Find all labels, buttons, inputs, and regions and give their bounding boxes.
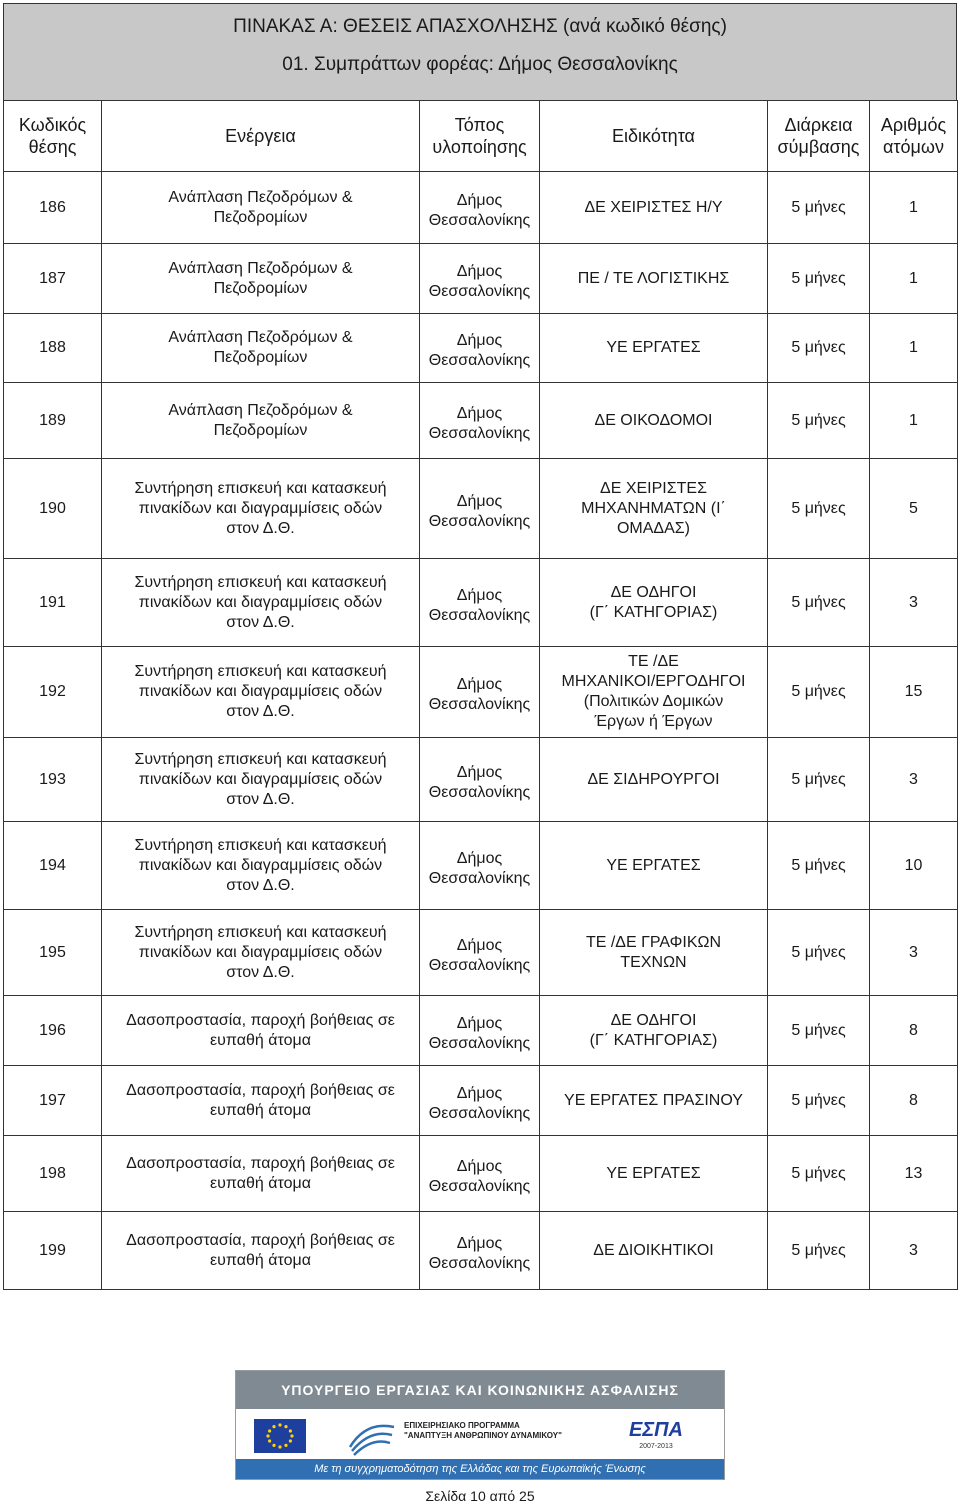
cofunding-label: Με τη συγχρηματοδότηση της Ελλάδας και της Ευρωπαϊκής Ένωσης [236,1459,724,1479]
cell-code: 189 [4,383,102,459]
cell-persons: 15 [870,647,958,738]
programme-label: ΕΠΙΧΕΙΡΗΣΙΑΚΟ ΠΡΟΓΡΑΜΜΑ "ΑΝΑΠΤΥΞΗ ΑΝΘΡΩΠΙΝΟΥ ΔΥΝΑΜΙΚΟΥ" [404,1421,562,1440]
cell-action: Δασοπροστασία, παροχή βοήθειας σε ευπαθή άτομα [102,1136,420,1212]
cell-specialty: ΤΕ /ΔΕ ΓΡΑΦΙΚΩΝ ΤΕΧΝΩΝ [540,910,768,996]
header-duration: Διάρκεια σύμβασης [768,101,870,172]
cell-place: Δήμος Θεσσαλονίκης [420,1066,540,1136]
programme-logo-icon [346,1417,398,1457]
cell-action: Ανάπλαση Πεζοδρόμων & Πεζοδρομίων [102,172,420,244]
cell-action: Συντήρηση επισκευή και κατασκευή πινακίδων και διαγραμμίσεις οδών στον Δ.Θ. [102,738,420,822]
cell-place: Δήμος Θεσσαλονίκης [420,1136,540,1212]
cell-persons: 13 [870,1136,958,1212]
cell-code: 193 [4,738,102,822]
cell-persons: 8 [870,996,958,1066]
table-row [4,314,958,383]
cell-specialty: ΔΕ ΟΙΚΟΔΟΜΟΙ [540,383,768,459]
cell-duration: 5 μήνες [768,383,870,459]
table-row [4,738,958,822]
cell-specialty: ΥΕ ΕΡΓΑΤΕΣ [540,314,768,383]
cell-duration: 5 μήνες [768,559,870,647]
page-number: Σελίδα 10 από 25 [425,1488,535,1504]
cell-code: 197 [4,1066,102,1136]
funding-banner [235,1370,725,1480]
cell-duration: 5 μήνες [768,996,870,1066]
header-place: Τόπος υλοποίησης [420,101,540,172]
cell-place: Δήμος Θεσσαλονίκης [420,172,540,244]
cell-action: Δασοπροστασία, παροχή βοήθειας σε ευπαθή άτομα [102,1066,420,1136]
header-action: Ενέργεια [102,101,420,172]
cell-specialty: ΥΕ ΕΡΓΑΤΕΣ ΠΡΑΣΙΝΟΥ [540,1066,768,1136]
cell-code: 196 [4,996,102,1066]
cell-action: Ανάπλαση Πεζοδρόμων & Πεζοδρομίων [102,383,420,459]
table-row [4,910,958,996]
cell-specialty: ΔΕ ΧΕΙΡΙΣΤΕΣ Η/Υ [540,172,768,244]
cell-persons: 8 [870,1066,958,1136]
cell-duration: 5 μήνες [768,314,870,383]
table-row [4,559,958,647]
cell-action: Συντήρηση επισκευή και κατασκευή πινακίδων και διαγραμμίσεις οδών στον Δ.Θ. [102,647,420,738]
cell-place: Δήμος Θεσσαλονίκης [420,1212,540,1290]
cell-duration: 5 μήνες [768,1136,870,1212]
cell-code: 195 [4,910,102,996]
table-row [4,383,958,459]
cell-duration: 5 μήνες [768,172,870,244]
cell-place: Δήμος Θεσσαλονίκης [420,822,540,910]
cell-place: Δήμος Θεσσαλονίκης [420,910,540,996]
table-title-box [3,3,957,101]
cell-action: Συντήρηση επισκευή και κατασκευή πινακίδων και διαγραμμίσεις οδών στον Δ.Θ. [102,559,420,647]
cell-persons: 3 [870,738,958,822]
cell-code: 190 [4,459,102,559]
table-row [4,996,958,1066]
cell-code: 186 [4,172,102,244]
cell-code: 199 [4,1212,102,1290]
cell-duration: 5 μήνες [768,244,870,314]
cell-specialty: ΔΕ ΟΔΗΓΟΙ (Γ΄ ΚΑΤΗΓΟΡΙΑΣ) [540,559,768,647]
cell-code: 192 [4,647,102,738]
cell-persons: 1 [870,383,958,459]
table-subtitle: 01. Συμπράττων φορέας: Δήμος Θεσσαλονίκης [282,54,678,75]
espa-years: 2007-2013 [639,1443,673,1450]
espa-logo [608,1415,704,1459]
table-title: ΠΙΝΑΚΑΣ Α: ΘΕΣΕΙΣ ΑΠΑΣΧΟΛΗΣΗΣ (ανά κωδικό θέσης) [233,16,727,37]
cell-code: 188 [4,314,102,383]
cell-specialty: ΤΕ /ΔΕ ΜΗΧΑΝΙΚΟΙ/ΕΡΓΟΔΗΓΟΙ (Πολιτικών Δομικών Έργων ή Έργων [540,647,768,738]
cell-duration: 5 μήνες [768,1212,870,1290]
cell-duration: 5 μήνες [768,910,870,996]
cell-place: Δήμος Θεσσαλονίκης [420,738,540,822]
eu-flag-icon [254,1419,306,1453]
cell-persons: 1 [870,172,958,244]
cell-code: 187 [4,244,102,314]
table-header-row [4,101,958,172]
cell-persons: 3 [870,910,958,996]
cell-action: Ανάπλαση Πεζοδρόμων & Πεζοδρομίων [102,244,420,314]
table-row [4,172,958,244]
cell-persons: 3 [870,559,958,647]
cell-specialty: ΔΕ ΧΕΙΡΙΣΤΕΣ ΜΗΧΑΝΗΜΑΤΩΝ (Ι΄ ΟΜΑΔΑΣ) [540,459,768,559]
positions-table [3,100,958,1290]
cell-place: Δήμος Θεσσαλονίκης [420,559,540,647]
cell-place: Δήμος Θεσσαλονίκης [420,647,540,738]
table-row [4,1212,958,1290]
cell-persons: 1 [870,244,958,314]
ministry-label: ΥΠΟΥΡΓΕΙΟ ΕΡΓΑΣΙΑΣ ΚΑΙ ΚΟΙΝΩΝΙΚΗΣ ΑΣΦΑΛΙΣΗΣ [236,1371,724,1409]
cell-duration: 5 μήνες [768,647,870,738]
cell-action: Δασοπροστασία, παροχή βοήθειας σε ευπαθή άτομα [102,1212,420,1290]
table-row [4,244,958,314]
cell-code: 191 [4,559,102,647]
cell-specialty: ΔΕ ΟΔΗΓΟΙ (Γ΄ ΚΑΤΗΓΟΡΙΑΣ) [540,996,768,1066]
espa-label: ΕΣΠΑ [629,1419,683,1441]
cell-persons: 5 [870,459,958,559]
cell-specialty: ΠΕ / ΤΕ ΛΟΓΙΣΤΙΚΗΣ [540,244,768,314]
cell-place: Δήμος Θεσσαλονίκης [420,996,540,1066]
table-row [4,1066,958,1136]
table-row [4,1136,958,1212]
cell-duration: 5 μήνες [768,459,870,559]
header-code: Κωδικός θέσης [4,101,102,172]
cell-duration: 5 μήνες [768,822,870,910]
cell-place: Δήμος Θεσσαλονίκης [420,314,540,383]
header-specialty: Ειδικότητα [540,101,768,172]
cell-duration: 5 μήνες [768,738,870,822]
cell-action: Συντήρηση επισκευή και κατασκευή πινακίδων και διαγραμμίσεις οδών στον Δ.Θ. [102,910,420,996]
header-persons: Αριθμός ατόμων [870,101,958,172]
cell-action: Ανάπλαση Πεζοδρόμων & Πεζοδρομίων [102,314,420,383]
cell-specialty: ΥΕ ΕΡΓΑΤΕΣ [540,1136,768,1212]
cell-duration: 5 μήνες [768,1066,870,1136]
cell-place: Δήμος Θεσσαλονίκης [420,244,540,314]
cell-persons: 1 [870,314,958,383]
cell-place: Δήμος Θεσσαλονίκης [420,383,540,459]
table-row [4,822,958,910]
cell-code: 198 [4,1136,102,1212]
table-row [4,459,958,559]
cell-action: Δασοπροστασία, παροχή βοήθειας σε ευπαθή άτομα [102,996,420,1066]
cell-action: Συντήρηση επισκευή και κατασκευή πινακίδων και διαγραμμίσεις οδών στον Δ.Θ. [102,822,420,910]
cell-code: 194 [4,822,102,910]
cell-place: Δήμος Θεσσαλονίκης [420,459,540,559]
cell-specialty: ΔΕ ΣΙΔΗΡΟΥΡΓΟΙ [540,738,768,822]
cell-specialty: ΔΕ ΔΙΟΙΚΗΤΙΚΟΙ [540,1212,768,1290]
cell-action: Συντήρηση επισκευή και κατασκευή πινακίδων και διαγραμμίσεις οδών στον Δ.Θ. [102,459,420,559]
table-row [4,647,958,738]
cell-specialty: ΥΕ ΕΡΓΑΤΕΣ [540,822,768,910]
cell-persons: 3 [870,1212,958,1290]
cell-persons: 10 [870,822,958,910]
